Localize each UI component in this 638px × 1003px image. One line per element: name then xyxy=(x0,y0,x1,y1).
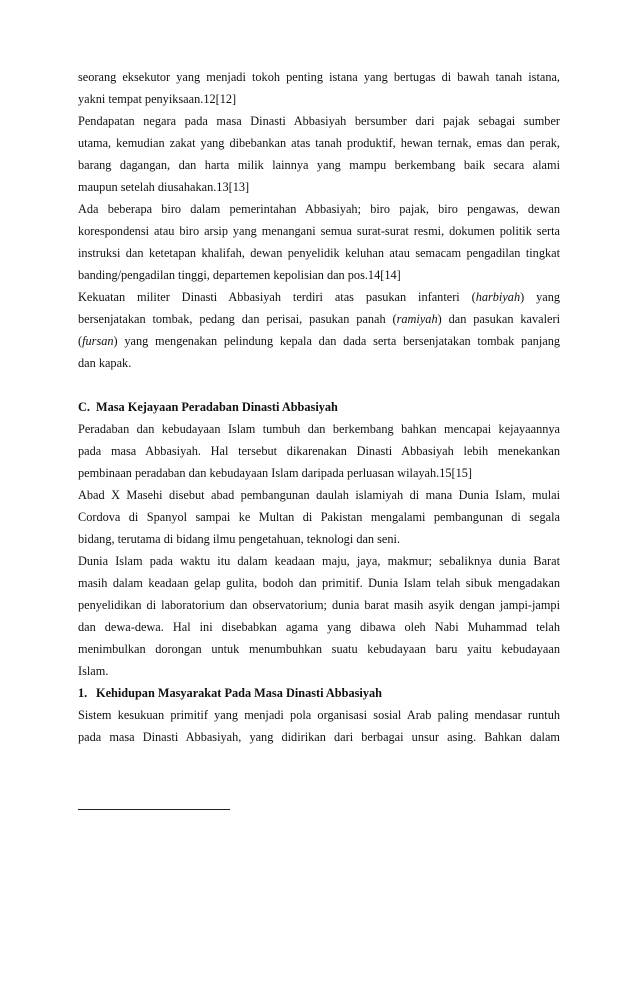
text-line: korespondensi atau biro arsip yang menangani semua surat-surat resmi, dokumen politik serta xyxy=(78,224,560,238)
italic-term: harbiyah xyxy=(475,290,521,304)
text-fragment: ) yang xyxy=(520,290,560,304)
text-line: dan kapak. xyxy=(78,356,132,370)
text-line: maupun setelah diusahakan.13[13] xyxy=(78,180,250,194)
text-fragment: ) dan pasukan kavaleri xyxy=(437,312,560,326)
italic-term: ramiyah xyxy=(396,312,438,326)
text-line: pembinaan peradaban dan kebudayaan Islam daripada perluasan wilayah.15[15] xyxy=(78,466,473,480)
text-fragment: ( xyxy=(78,334,83,348)
heading-number: 1. xyxy=(78,686,88,700)
text-line: masih dalam keadaan gelap gulita, bodoh dan primitif. Dunia Islam telah sibuk mengadakan xyxy=(78,576,560,590)
text-line: Islam. xyxy=(78,664,109,678)
text-line xyxy=(78,286,560,308)
footnote-separator xyxy=(78,809,230,810)
text-line: yakni tempat penyiksaan.12[12] xyxy=(78,92,237,106)
text-line: Ada beberapa biro dalam pemerintahan Abbasiyah; biro pajak, biro pengawas, dewan xyxy=(78,202,560,216)
text-line: penyelidikan di laboratorium dan observatorium; dunia barat masih asyik dengan jampi-jampi xyxy=(78,598,560,612)
document-page xyxy=(78,66,560,748)
text-fragment: ) yang mengenakan pelindung kepala dan dada serta bersenjatakan tombak panjang xyxy=(113,334,560,348)
text-line xyxy=(78,308,560,330)
italic-term: fursan xyxy=(82,334,114,348)
text-line: utama, kemudian zakat yang dibebankan atas tanah produktif, hewan ternak, emas dan perak, xyxy=(78,136,560,150)
text-line: Cordova di Spanyol sampai ke Multan di Pakistan mengalami pembangunan di segala xyxy=(78,510,560,524)
text-line: dan dewa-dewa. Hal ini disebabkan agama yang dibawa oleh Nabi Muhammad telah xyxy=(78,620,560,634)
text-line: Dunia Islam pada waktu itu dalam keadaan maju, jaya, makmur; sebaliknya dunia Barat xyxy=(78,554,560,568)
text-line: barang dagangan, dan harta milik lainnya yang mampu berkembang baik secara alami xyxy=(78,158,560,172)
text-line xyxy=(78,330,560,352)
text-line: Sistem kesukuan primitif yang menjadi pola organisasi sosial Arab paling mendasar runtuh xyxy=(78,708,560,722)
heading-text: Masa Kejayaan Peradaban Dinasti Abbasiyah xyxy=(96,400,338,414)
text-line: Peradaban dan kebudayaan Islam tumbuh dan berkembang bahkan mencapai kejayaannya xyxy=(78,422,560,436)
text-fragment: Kekuatan militer Dinasti Abbasiyah terdiri atas pasukan infanteri ( xyxy=(78,290,476,304)
text-line: Pendapatan negara pada masa Dinasti Abbasiyah bersumber dari pajak sebagai sumber xyxy=(78,114,560,128)
text-fragment: bersenjatakan tombak, pedang dan perisai, pasukan panah ( xyxy=(78,312,397,326)
heading-text: Kehidupan Masyarakat Pada Masa Dinasti Abbasiyah xyxy=(96,686,382,700)
section-heading xyxy=(78,682,560,704)
section-heading xyxy=(78,396,560,418)
text-line: menimbulkan dorongan untuk menumbuhkan suatu kebudayaan baru yaitu kebudayaan xyxy=(78,642,560,656)
heading-number: C. xyxy=(78,400,90,414)
text-line: pada masa Abbasiyah. Hal tersebut dikarenakan Dinasti Abbasiyah lebih menekankan xyxy=(78,444,560,458)
text-line: banding/pengadilan tinggi, departemen kepolisian dan pos.14[14] xyxy=(78,268,401,282)
text-line: instruksi dan ketetapan khalifah, dewan penyelidik keluhan atau semacam pengadilan tingkat xyxy=(78,246,560,260)
paragraph-gap xyxy=(78,374,560,396)
text-line: bidang, terutama di bidang ilmu pengetahuan, teknologi dan seni. xyxy=(78,532,401,546)
text-line: seorang eksekutor yang menjadi tokoh penting istana yang bertugas di bawah tanah istana, xyxy=(78,70,560,84)
text-line: pada masa Dinasti Abbasiyah, yang didirikan dari berbagai unsur asing. Bahkan dalam xyxy=(78,730,560,744)
text-line: Abad X Masehi disebut abad pembangunan daulah islamiyah di mana Dunia Islam, mulai xyxy=(78,488,560,502)
